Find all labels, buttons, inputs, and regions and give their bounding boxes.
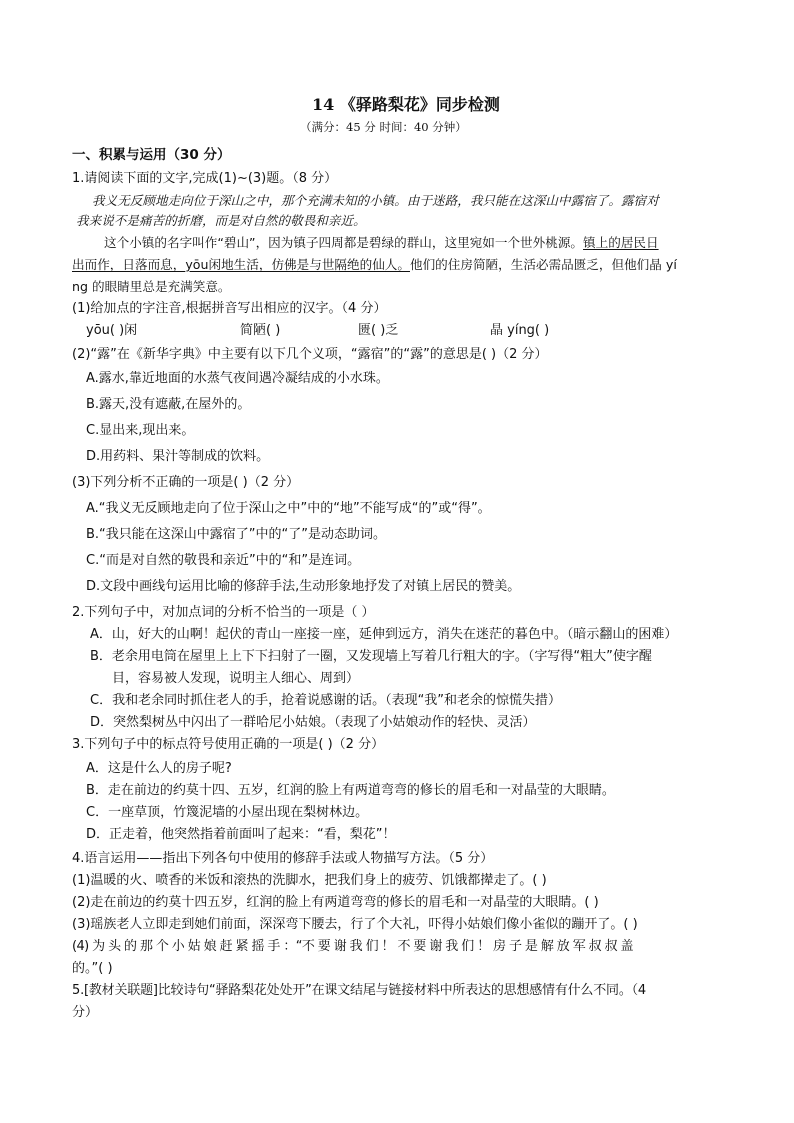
q3-stem: 3.下列句子中的标点符号使用正确的一项是( )（2 分） xyxy=(72,737,385,752)
q1-sub1-item-4: 晶 yíng( ) xyxy=(490,323,550,338)
q3-option-b: B．走在前边的约莫十四、五岁，红润的脸上有两道弯弯的修长的眉毛和一对晶莹的大眼睛。 xyxy=(86,783,615,798)
q1-sub2-stem: (2)“露”在《新华字典》中主要有以下几个义项，“露宿”的“露”的意思是( )（2 分） xyxy=(72,347,548,362)
q1-passage-line-2: 我来说不是痛苦的折磨，而是对自然的敬畏和亲近。 xyxy=(76,213,366,228)
q4-item-1: (1)温暖的火、喷香的米饭和滚热的洗脚水，把我们身上的疲劳、饥饿都撵走了。( ) xyxy=(72,873,547,888)
q3-option-a: A．这是什么人的房子呢? xyxy=(86,761,232,776)
q1-stem: 1.请阅读下面的文字,完成(1)~(3)题。（8 分） xyxy=(72,171,338,186)
q2-option-c: C．我和老余同时抓住老人的手，抢着说感谢的话。（表现“我”和老余的惊慌失措） xyxy=(90,693,562,708)
q1-sub1-stem: (1)给加点的字注音,根据拼音写出相应的汉字。（4 分） xyxy=(72,301,387,316)
q5-stem-cont: 分） xyxy=(72,1005,99,1020)
q1-sub3-option-a: A.“我义无反顾地走向了位于深山之中”中的“地”不能写成“的”或“得”。 xyxy=(86,501,491,516)
q1-sub3-stem: (3)下列分析不正确的一项是( )（2 分） xyxy=(72,475,300,490)
q1-passage-underlined-2: 出而作，日落而息， xyxy=(72,257,186,272)
q1-passage-line-5: ng 的眼睛里总是充满笑意。 xyxy=(72,279,231,294)
q1-passage-line-4 xyxy=(72,256,677,274)
q1-sub2-option-b: B.露天,没有遮蔽,在屋外的。 xyxy=(86,397,251,412)
q5-stem: 5.[教材关联题]比较诗句“驿路梨花处处开”在课文结尾与链接材料中所表达的思想感情有什么不同。（4 xyxy=(72,983,646,998)
q1-passage-text: 这个小镇的名字叫作“碧山”，因为镇子四周都是碧绿的群山，这里宛如一个世外桃源。 xyxy=(104,235,584,250)
q4-item-4: (4) 为 头 的 那 个 小 姑 娘 赶 紧 摇 手 ：“不 要 谢 我 们 ！ 不 要 谢 我 们 ！ 房 子 是 解 放 军 叔 叔 盖 xyxy=(72,939,633,954)
score-time-info: （满分：45 分 时间：40 分钟） xyxy=(300,120,467,134)
q1-sub2-option-d: D.用药料、果汁等制成的饮料。 xyxy=(86,449,270,464)
q1-sub1-item-2: 简陋( ) xyxy=(240,323,281,338)
q1-pinyin-you: yōu xyxy=(185,257,209,272)
q1-sub1-item-3: 匮( )乏 xyxy=(358,323,399,338)
q2-option-a: A．山，好大的山啊！起伏的青山一座接一座，延伸到远方，消失在迷茫的暮色中。（暗示翻山的困难） xyxy=(90,627,678,642)
q2-option-d: D．突然梨树丛中闪出了一群哈尼小姑娘。（表现了小姑娘动作的轻快、灵活） xyxy=(90,715,536,730)
q1-sub3-option-d: D.文段中画线句运用比喻的修辞手法,生动形象地抒发了对镇上居民的赞美。 xyxy=(86,579,521,594)
page-title: 14 《驿路梨花》同步检测 xyxy=(312,95,500,114)
q4-item-3: (3)瑶族老人立即走到她们前面，深深弯下腰去，行了个大礼，吓得小姑娘们像小雀似的蹦开了。( ) xyxy=(72,917,638,932)
q1-sub2-option-a: A.露水,靠近地面的水蒸气夜间遇冷凝结成的小水珠。 xyxy=(86,371,389,386)
q4-stem: 4.语言运用——指出下列各句中使用的修辞手法或人物描写方法。（5 分） xyxy=(72,851,494,866)
q2-option-b: B．老余用电筒在屋里上上下下扫射了一圈，又发现墙上写着几行粗大的字。（字写得“粗大”使字醒 xyxy=(90,649,652,664)
q1-passage-text-4: 他们的住房简陋，生活必需品匮乏，但他们晶 yí xyxy=(409,257,677,272)
section-heading-1: 一、积累与运用（30 分） xyxy=(72,147,231,163)
q3-option-d: D．正走着，他突然指着前面叫了起来：“看，梨花”！ xyxy=(86,827,396,842)
q1-passage-underlined-3: 闲地生活，仿佛是与世隔绝的仙人。 xyxy=(208,257,410,272)
q1-sub1-item-1: yōu( )闲 xyxy=(86,323,138,338)
q1-sub2-option-c: C.显出来,现出来。 xyxy=(86,423,195,438)
q1-sub3-option-b: B.“我只能在这深山中露宿了”中的“了”是动态助词。 xyxy=(86,527,386,542)
q1-passage-line-3 xyxy=(104,234,659,252)
q2-stem: 2.下列句子中，对加点词的分析不恰当的一项是（ ） xyxy=(72,605,375,620)
q1-passage-underlined: 镇上的居民日 xyxy=(583,235,659,250)
q4-item-4-cont: 的。”( ) xyxy=(72,961,113,976)
q3-option-c: C．一座草顶，竹篾泥墙的小屋出现在梨树林边。 xyxy=(86,805,369,820)
q4-item-2: (2)走在前边的约莫十四五岁，红润的脸上有两道弯弯的修长的眉毛和一对晶莹的大眼睛。( ) xyxy=(72,895,599,910)
q1-sub3-option-c: C.“而是对自然的敬畏和亲近”中的“和”是连词。 xyxy=(86,553,361,568)
q1-passage-line-1: 我义无反顾地走向位于深山之中，那个充满未知的小镇。由于迷路，我只能在这深山中露宿了。露宿对 xyxy=(92,193,659,208)
q2-option-b-cont: 目，容易被人发现，说明主人细心、周到） xyxy=(112,671,360,686)
